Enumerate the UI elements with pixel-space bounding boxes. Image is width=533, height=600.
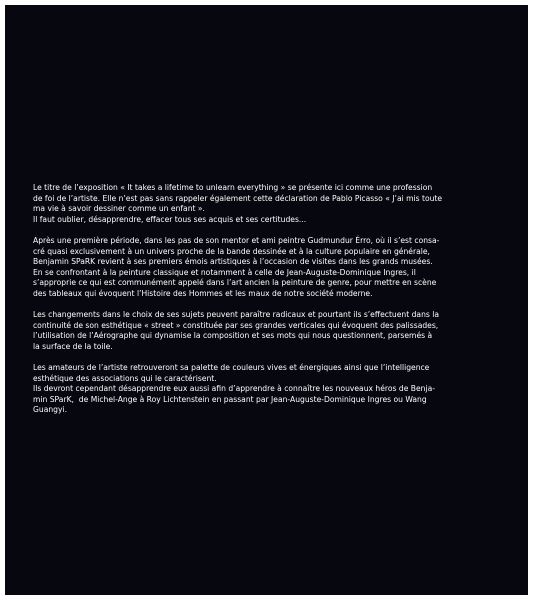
- text-line: Le titre de l’exposition « It takes a lifetime to unlearn everything » se présente ici comme une profession: [33, 183, 433, 192]
- text-line: Après une première période, dans les pas de son mentor et ami peintre Gudmundur Érro, où il s’est consa-: [33, 235, 440, 245]
- text-line: Benjamin SPaRK revient à ses premiers émois artistiques à l’occasion de visites dans les grands musées.: [33, 257, 433, 267]
- text-line: min SParK, de Michel-Ange à Roy Lichtenstein en passant par Jean-Auguste-Dominique Ingres ou Wang: [33, 394, 427, 404]
- text-line: de foi de l’artiste. Elle n’est pas sans rappeler également cette déclaration de Pablo Picasso « J’ai mis toute: [33, 193, 443, 203]
- text-line: En se confrontant à la peinture classique et notamment à celle de Jean-Auguste-Dominique Ingres, il: [33, 267, 416, 277]
- text-line: ma vie à savoir dessiner comme un enfant ».: [33, 204, 205, 214]
- paragraph-2: [33, 236, 501, 300]
- text-line: l’utilisation de l’Aérographe qui dynamise la composition et ses mots qui nous questionnent, parsemés à: [33, 331, 433, 341]
- text-line: Les amateurs de l’artiste retrouveront sa palette de couleurs vives et énergiques ainsi que l’intelligence: [33, 363, 430, 373]
- paragraph-3: [33, 310, 501, 352]
- paragraph-1: [33, 183, 501, 225]
- text-line: la surface de la toile.: [33, 341, 113, 351]
- text-line: cré quasi exclusivement à un univers proche de la bande dessinée et à la culture populaire en générale,: [33, 246, 430, 256]
- text-line: des tableaux qui évoquent l’Histoire des Hommes et les maux de notre société moderne.: [33, 288, 373, 298]
- text-line: Ils devront cependant désapprendre eux aussi afin d’apprendre à connaître les nouveaux héros de Benja-: [33, 384, 435, 394]
- text-line: Il faut oublier, désapprendre, effacer tous ses acquis et ses certitudes...: [33, 214, 307, 224]
- exhibition-text: [33, 183, 501, 427]
- text-line: continuité de son esthétique « street » constituée par ses grandes verticales qui évoquent des palissades,: [33, 320, 439, 330]
- text-line: Les changements dans le choix de ses sujets peuvent paraître radicaux et pourtant ils s’effectuent dans la: [33, 310, 440, 320]
- text-line: Guangyi.: [33, 405, 68, 415]
- paragraph-4: [33, 363, 501, 416]
- document-page: [5, 5, 528, 595]
- text-line: s’approprie ce qui est communément appelé dans l’art ancien la peinture de genre, pour mettre en scène: [33, 278, 437, 288]
- text-line: esthétique des associations qui le caractérisent.: [33, 373, 217, 383]
